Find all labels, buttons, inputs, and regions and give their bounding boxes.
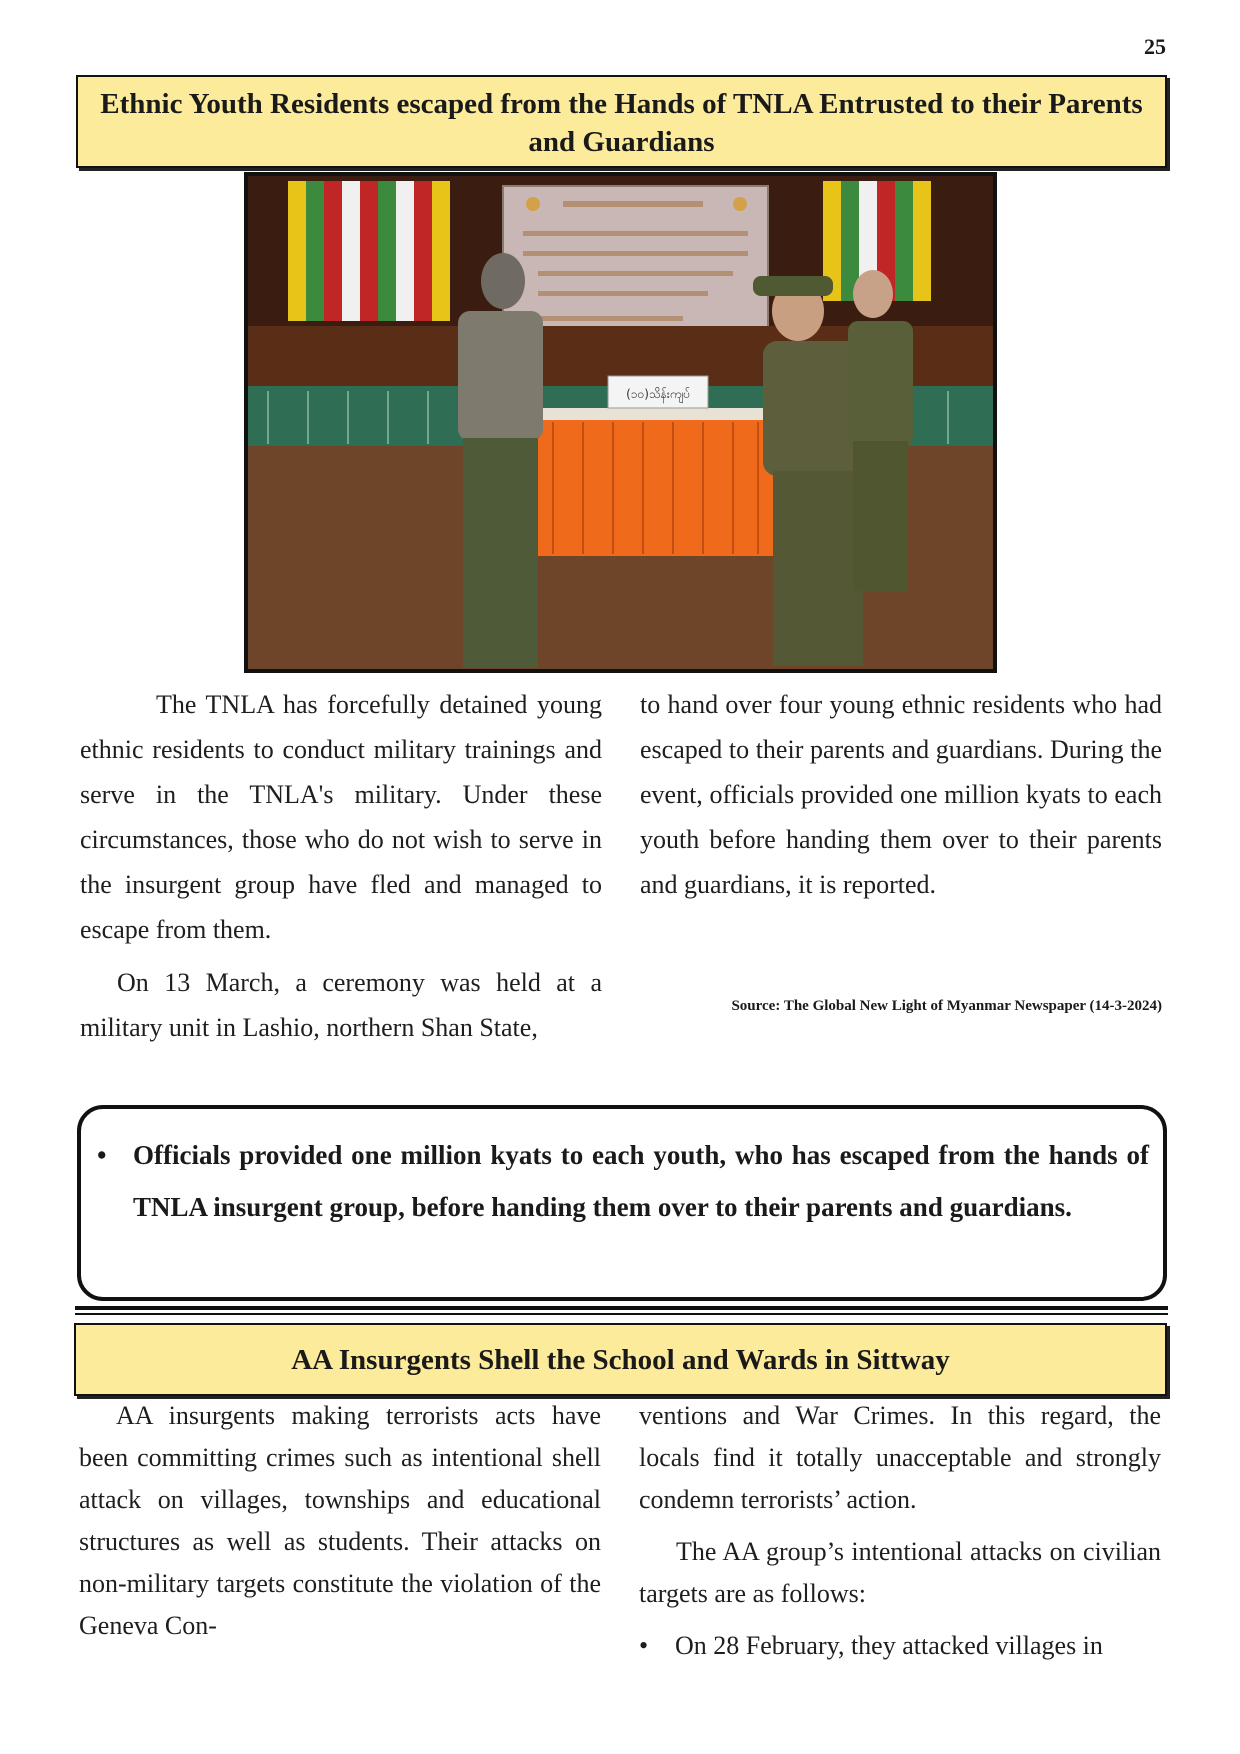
- bullet-icon: •: [97, 1140, 107, 1170]
- package-label: (၁၀)သိန်းကျပ်: [626, 387, 690, 401]
- article1-column-right: [640, 682, 1162, 907]
- divider: [75, 1306, 1168, 1310]
- page-number: 25: [1144, 34, 1166, 59]
- paragraph: The AA group’s intentional attacks on civilian targets are as follows:: [639, 1537, 1161, 1608]
- paragraph: to hand over four young ethnic residents who had escaped to their parents and guardians. During the event, officials provided one million kyats to each youth before handing them over to their parents and guardians, it is reported.: [640, 690, 1162, 899]
- list-item: [639, 1625, 1161, 1667]
- paragraph: The TNLA has forcefully detained young ethnic residents to conduct military trainings and serve in the TNLA's military. Under these circumstances, those who do not wish to serve in the insurgent group have fled and managed to escape from them.: [80, 690, 602, 944]
- article-title: Ethnic Youth Residents escaped from the Hands of TNLA Entrusted to their Parents and Guardians: [76, 75, 1167, 168]
- callout-text: Officials provided one million kyats to each youth, who has escaped from the hands of TNLA insurgent group, before handing them over to their parents and guardians.: [133, 1140, 1149, 1222]
- article-title: AA Insurgents Shell the School and Wards in Sittway: [74, 1323, 1167, 1396]
- article1-column-left: [80, 682, 602, 1050]
- article2-column-right: [639, 1395, 1161, 1667]
- bullet-icon: •: [639, 1631, 649, 1660]
- paragraph: On 13 March, a ceremony was held at a military unit in Lashio, northern Shan State,: [80, 968, 602, 1042]
- list-item-text: On 28 February, they attacked villages in: [675, 1631, 1103, 1660]
- divider: [75, 1313, 1168, 1315]
- source-citation: Source: The Global New Light of Myanmar Newspaper (14-3-2024): [731, 998, 1162, 1014]
- callout-box: [77, 1105, 1167, 1301]
- paragraph: AA insurgents making terrorists acts have been committing crimes such as intentional shell attack on villages, townships and educational structures as well as students. Their attacks on non-military targets constitute the violation of the Geneva Con-: [79, 1401, 601, 1640]
- ceremony-photo-illustration: [248, 176, 993, 669]
- ceremony-photo: [244, 172, 997, 673]
- paragraph: ventions and War Crimes. In this regard, the locals find it totally unacceptable and strongly condemn terrorists’ action.: [639, 1401, 1161, 1514]
- article2-column-left: [79, 1395, 601, 1647]
